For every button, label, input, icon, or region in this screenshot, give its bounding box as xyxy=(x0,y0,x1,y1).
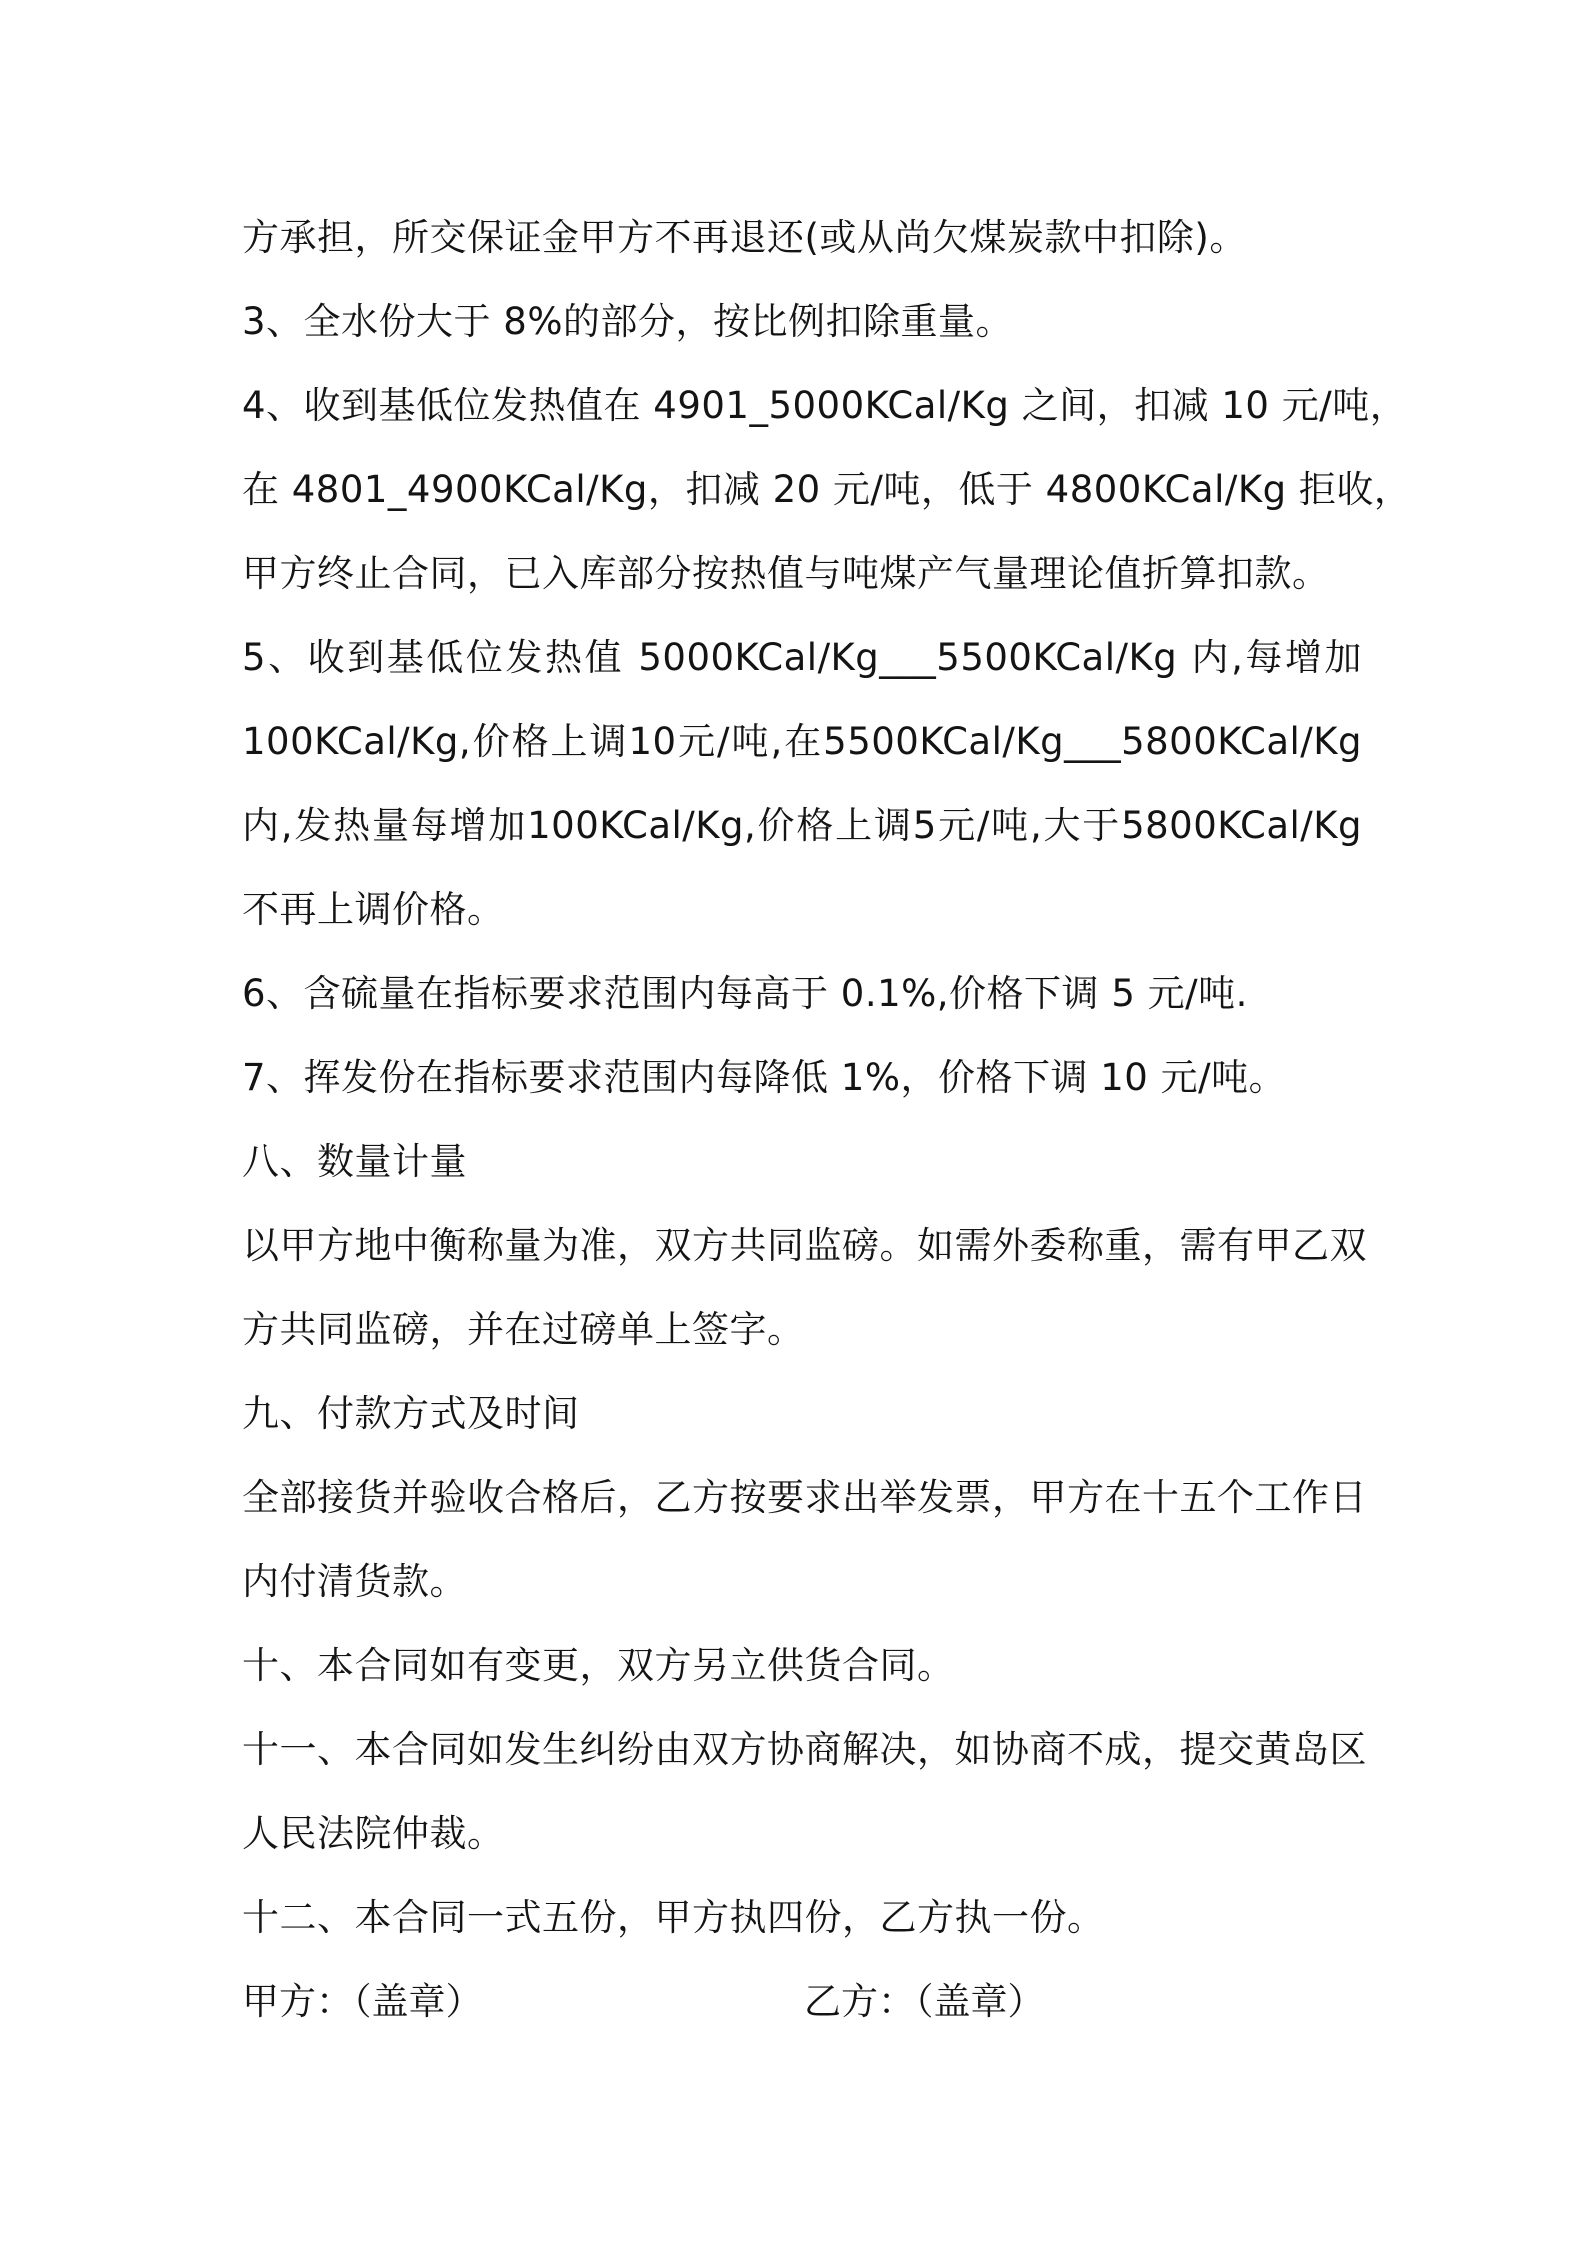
section-heading-payment: 九、付款方式及时间 xyxy=(242,1392,580,1435)
clause-twelve: 十二、本合同一式五份，甲方执四份，乙方执一份。 xyxy=(242,1896,1105,1939)
text-line-5: 甲方终止合同，已入库部分按热值与吨煤产气量理论值折算扣款。 xyxy=(242,552,1330,595)
party-a-seal: 甲方：（盖章） xyxy=(242,1980,483,2023)
document-body xyxy=(242,196,1412,2044)
text-line-20: 人民法院仲裁。 xyxy=(242,1812,505,1855)
clause-eleven: 十一、本合同如发生纠纷由双方协商解决，如协商不成，提交黄岛区 xyxy=(242,1728,1367,1771)
text-line-10: 6、含硫量在指标要求范围内每高于 0.1%,价格下调 5 元/吨. xyxy=(242,972,1248,1015)
text-line-17: 内付清货款。 xyxy=(242,1560,467,1603)
clause-ten: 十、本合同如有变更，双方另立供货合同。 xyxy=(242,1644,955,1687)
text-line-7: 100KCal/Kg,价格上调10元/吨,在5500KCal/Kg___5800KCal/Kg xyxy=(242,720,1362,763)
text-line-8: 内,发热量每增加100KCal/Kg,价格上调5元/吨,大于5800KCal/Kg xyxy=(242,804,1362,847)
text-line-16: 全部接货并验收合格后，乙方按要求出举发票，甲方在十五个工作日 xyxy=(242,1476,1367,1519)
text-line-1: 方承担，所交保证金甲方不再退还(或从尚欠煤炭款中扣除)。 xyxy=(242,216,1247,259)
text-line-2: 3、全水份大于 8%的部分，按比例扣除重量。 xyxy=(242,300,1013,343)
text-line-6: 5、收到基低位发热值 5000KCal/Kg___5500KCal/Kg 内,每增加 xyxy=(242,636,1362,679)
text-line-14: 方共同监磅，并在过磅单上签字。 xyxy=(242,1308,805,1351)
text-line-9: 不再上调价格。 xyxy=(242,888,505,931)
section-heading-quantity: 八、数量计量 xyxy=(242,1140,467,1183)
party-b-seal: 乙方：（盖章） xyxy=(804,1980,1045,2023)
signature-row xyxy=(242,1960,1362,2044)
text-line-13: 以甲方地中衡称量为准，双方共同监磅。如需外委称重，需有甲乙双 xyxy=(242,1224,1367,1267)
text-line-4: 在 4801_4900KCal/Kg，扣减 20 元/吨，低于 4800KCal/Kg 拒收， xyxy=(242,468,1412,511)
text-line-3: 4、收到基低位发热值在 4901_5000KCal/Kg 之间，扣减 10 元/吨， xyxy=(242,384,1408,427)
text-line-11: 7、挥发份在指标要求范围内每降低 1%，价格下调 10 元/吨。 xyxy=(242,1056,1287,1099)
